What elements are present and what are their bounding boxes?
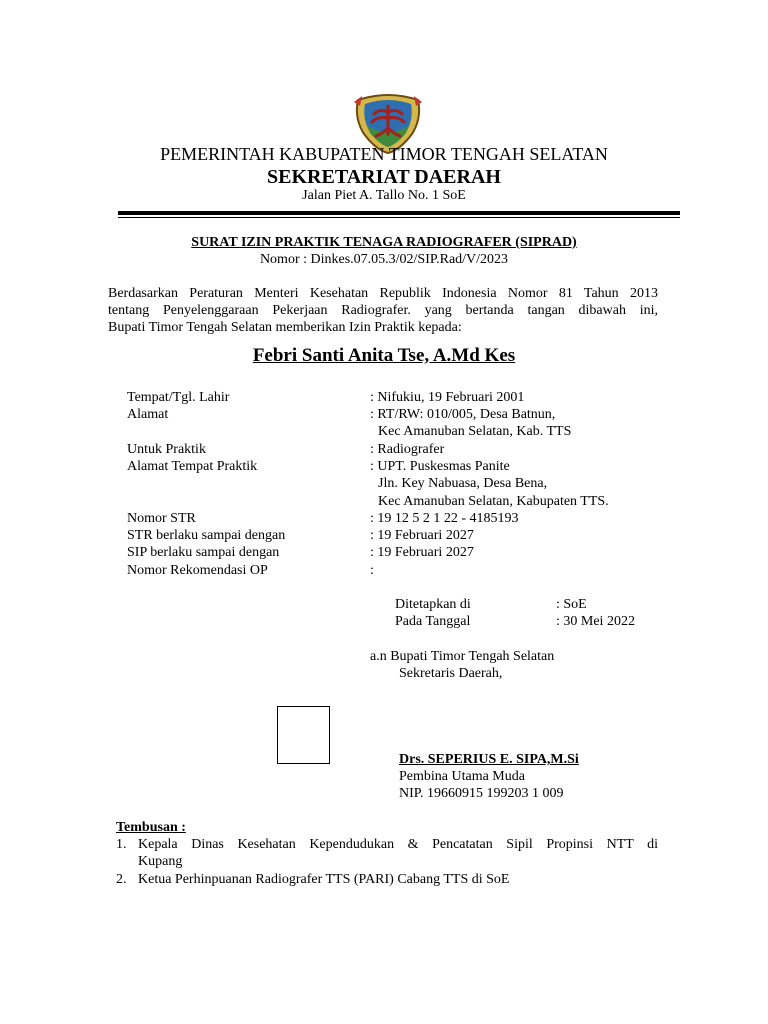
intro-line: Berdasarkan Peraturan Menteri Kesehatan Republik Indonesia Nomor 81 Tahun 2013 (108, 286, 658, 301)
address-value: : RT/RW: 010/005, Desa Batnun, (370, 407, 556, 422)
issued-place-value: : SoE (556, 597, 587, 612)
practice-address-cont-1: Jln. Key Nabuasa, Desa Bena, (378, 476, 548, 491)
intro-line: tentang Penyelenggaraan Pekerjaan Radiografer. yang bertanda tangan dibawah ini, (108, 303, 658, 318)
issued-date-label: Pada Tanggal (395, 614, 471, 629)
copies-title: Tembusan : (116, 820, 186, 835)
str-number-label: Nomor STR (127, 511, 196, 526)
intro-paragraph (108, 285, 658, 336)
signer-name: Drs. SEPERIUS E. SIPA,M.Si (399, 752, 579, 767)
document-title: SURAT IZIN PRAKTIK TENAGA RADIOGRAFER (SIPRAD) (191, 235, 577, 250)
agency-name: PEMERINTAH KABUPATEN TIMOR TENGAH SELATAN (160, 144, 608, 164)
license-holder-name: Febri Santi Anita Tse, A.Md Kes (252, 345, 516, 366)
address-label: Alamat (127, 407, 169, 422)
intro-line: Bupati Timor Tengah Selatan memberikan Izin Praktik kepada: (108, 320, 462, 335)
birth-value: : Nifukiu, 19 Februari 2001 (370, 390, 525, 405)
document-number: Nomor : Dinkes.07.05.3/02/SIP.Rad/V/2023 (259, 252, 509, 267)
photo-placeholder-box (277, 706, 330, 764)
issued-date-value: : 30 Mei 2022 (556, 614, 635, 629)
on-behalf-of: a.n Bupati Timor Tengah Selatan (370, 649, 555, 664)
letterhead-rule-thick (118, 211, 680, 215)
practice-address-label: Alamat Tempat Praktik (127, 459, 258, 474)
str-valid-value: : 19 Februari 2027 (370, 528, 474, 543)
practice-address-value: : UPT. Puskesmas Panite (370, 459, 510, 474)
copies-item-number: 1. (116, 837, 127, 852)
sip-valid-value: : 19 Februari 2027 (370, 545, 474, 560)
str-number-value: : 19 12 5 2 1 22 - 4185193 (370, 511, 519, 526)
birth-label: Tempat/Tgl. Lahir (127, 390, 230, 405)
str-valid-label: STR berlaku sampai dengan (127, 528, 286, 543)
practice-value: : Radiografer (370, 442, 445, 457)
signer-nip: NIP. 19660915 199203 1 009 (399, 786, 564, 801)
letterhead-rule-thin (118, 217, 680, 218)
op-recommendation-value: : (370, 563, 374, 578)
secretariat-title: SEKRETARIAT DAERAH (267, 166, 501, 188)
copies-item-text-cont: Kupang (138, 854, 183, 869)
op-recommendation-label: Nomor Rekomendasi OP (127, 563, 268, 578)
office-address: Jalan Piet A. Tallo No. 1 SoE (302, 188, 466, 203)
copies-item (116, 871, 658, 888)
practice-address-cont-2: Kec Amanuban Selatan, Kabupaten TTS. (378, 494, 609, 509)
issued-place-label: Ditetapkan di (395, 597, 471, 612)
copies-item-text: Ketua Perhinpuanan Radiografer TTS (PARI) Cabang TTS di SoE (138, 872, 510, 887)
copies-item (116, 836, 658, 870)
practice-label: Untuk Praktik (127, 442, 206, 457)
sip-valid-label: SIP berlaku sampai dengan (127, 545, 280, 560)
copies-item-number: 2. (116, 872, 127, 887)
address-value-cont: Kec Amanuban Selatan, Kab. TTS (378, 424, 572, 439)
signer-rank: Pembina Utama Muda (399, 769, 525, 784)
copies-item-text: Kepala Dinas Kesehatan Kependudukan & Pencatatan Sipil Propinsi NTT di (138, 837, 658, 852)
signer-position: Sekretaris Daerah, (399, 666, 503, 681)
